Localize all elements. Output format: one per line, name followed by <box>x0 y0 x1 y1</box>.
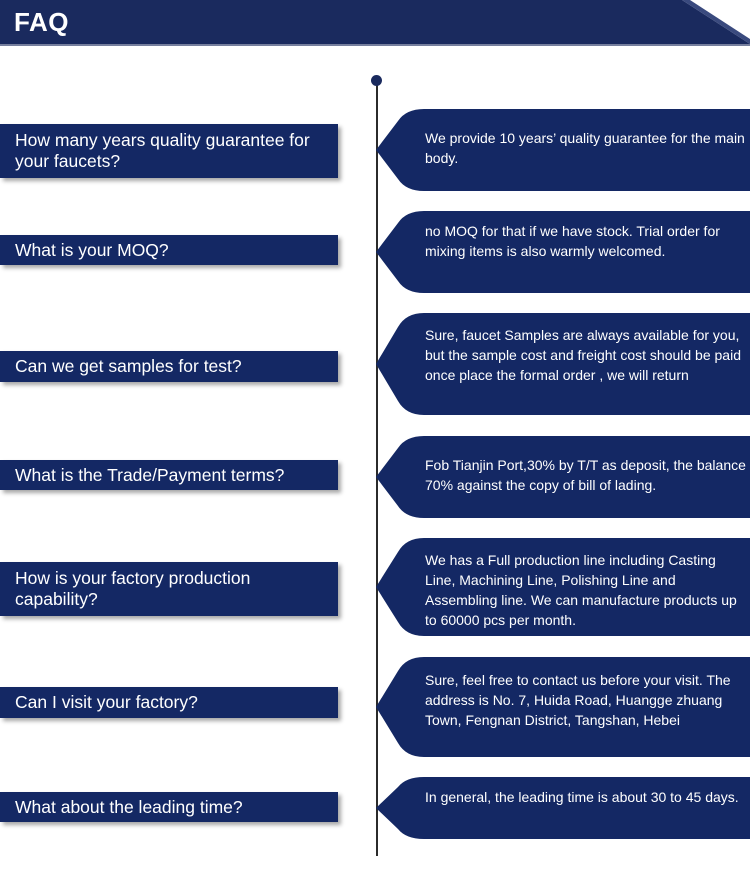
faq-answer-text: We provide 10 years’ quality guarantee for the main body. <box>425 130 745 166</box>
faq-question: Can I visit your factory? <box>0 687 338 718</box>
faq-question: How many years quality guarantee for your faucets? <box>0 124 338 178</box>
faq-answer-text: Sure, faucet Samples are always available for you, but the sample cost and freight cost should be paid once place the formal order , we will return <box>425 327 741 383</box>
faq-question: Can we get samples for test? <box>0 351 338 382</box>
faq-question: How is your factory production capability? <box>0 562 338 616</box>
faq-answer-text: no MOQ for that if we have stock. Trial order for mixing items is also warmly welcomed. <box>425 223 720 259</box>
faq-question: What is the Trade/Payment terms? <box>0 460 338 490</box>
faq-answer <box>376 436 750 518</box>
faq-answer-text: Sure, feel free to contact us before your visit. The address is No. 7, Huida Road, Huangge zhuang Town, Fengnan District, Tangshan, Hebei <box>425 672 731 728</box>
faq-answer <box>376 313 750 415</box>
banner-shape <box>0 0 750 48</box>
faq-answer <box>376 777 750 839</box>
faq-answer <box>376 538 750 636</box>
faq-answer <box>376 211 750 293</box>
faq-answer-text: We has a Full production line including Casting Line, Machining Line, Polishing Line and Assembling line. We can manufacture products up to 60000 pcs per month. <box>425 552 737 628</box>
faq-answer <box>376 657 750 757</box>
faq-answer <box>376 109 750 191</box>
faq-answer-text: Fob Tianjin Port,30% by T/T as deposit, the balance 70% against the copy of bill of lading. <box>425 457 746 493</box>
page-title: FAQ <box>14 7 69 37</box>
faq-question: What is your MOQ? <box>0 235 338 265</box>
timeline-dot <box>371 75 382 86</box>
faq-banner <box>0 0 750 48</box>
faq-question: What about the leading time? <box>0 792 338 822</box>
faq-answer-text: In general, the leading time is about 30 to 45 days. <box>425 789 739 805</box>
